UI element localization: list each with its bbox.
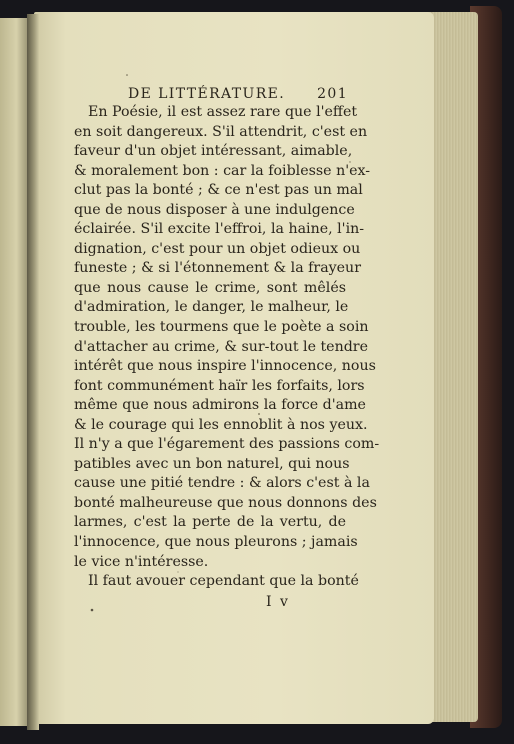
text-line: larmes, c'est la perte de la vertu, de [74,514,346,531]
page-number: 201 [317,86,348,102]
text-line: le vice n'intéresse. [74,553,209,570]
text-line: Il faut avouer cependant que la bonté [88,573,359,590]
text-line: même que nous admirons la force d'ame [74,397,366,414]
text-line: patibles avec un bon naturel, qui nous [74,455,350,472]
text-line: intérêt que nous inspire l'innocence, nous [74,358,376,375]
text-line: faveur d'un objet intéressant, aimable, [74,143,353,160]
text-line: que de nous disposer à une indulgence [74,201,355,218]
text-line: En Poésie, il est assez rare que l'effet [88,104,358,120]
text-line: que nous cause le crime, sont mêlés [74,279,346,296]
text-line: Il n'y a que l'égarement des passions com- [74,436,380,453]
text-line: font communément haïr les forfaits, lors [74,377,365,394]
book-gutter [27,14,39,730]
text-line: dignation, c'est pour un objet odieux ou [74,240,361,257]
text-line: clut pas la bonté ; & ce n'est pas un mal [74,182,363,199]
text-line: bonté malheureuse que nous donnons des [74,494,377,511]
text-line: cause une pitié tendre : & alors c'est à la [74,475,370,492]
text-line: & moralement bon : car la foiblesse n'ex- [74,162,371,179]
page-block-edges [428,12,478,722]
text-line: l'innocence, que nous pleurons ; jamais [74,534,358,551]
body-text [74,103,380,592]
running-header [128,86,348,102]
text-line: trouble, les tourmens que le poète a soin [74,319,369,336]
text-line: d'admiration, le danger, le malheur, le [74,299,349,316]
text-line: d'attacher au crime, & sur-tout le tendre [74,338,368,355]
text-line: en soit dangereux. S'il attendrit, c'est en [74,123,368,140]
text-line: funeste ; & si l'étonnement & la frayeur [74,260,361,277]
running-title: DE LITTÉRATURE. [128,86,286,102]
signature-mark: I v [266,594,290,610]
text-line: éclairée. S'il excite l'effroi, la haine, l'in- [74,221,365,238]
left-page-edge [0,18,30,726]
text-line: & le courage qui les ennoblit à nos yeux. [74,416,368,433]
